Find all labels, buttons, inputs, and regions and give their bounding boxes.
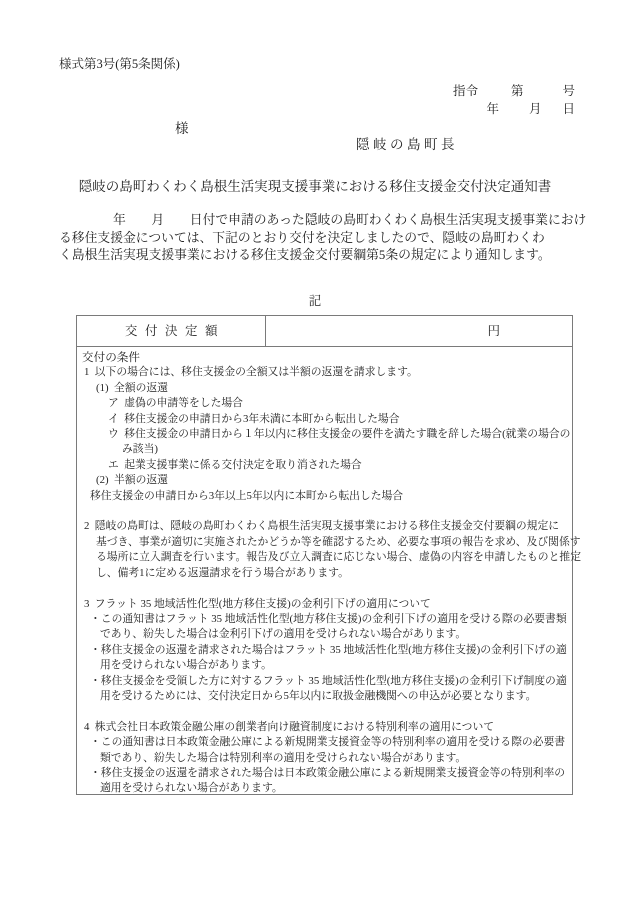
amount-row [77, 316, 572, 347]
condition-line: 3 フラット 35 地域活性化型(地方移住支援)の金利引下げの適用について [84, 597, 431, 610]
blank-line [82, 581, 567, 596]
notification-body-line: る移住支援金については、下記のとおり交付を決定しましたので、隠岐の島町わくわ [59, 230, 545, 245]
document-title: 隠岐の島町わくわく島根生活実現支援事業における移住支援金交付決定通知書 [78, 179, 552, 194]
condition-line: 移住支援金の申請日から3年以上5年以内に本町から転出した場合 [90, 489, 404, 502]
condition-line: 基づき、事業が適切に実施されたかどうか等を確認するため、必要な事項の報告を求め、及び関係す [96, 535, 581, 548]
ki-label: 記 [308, 294, 322, 308]
condition-line: ・この通知書は日本政策金融公庫による新規開業支援資金等の特別利率の適用を受ける際の必要書 [90, 736, 566, 749]
date-year-label: 年 [486, 102, 499, 116]
condition-line: し、備考1に定める返還請求を行う場合があります。 [96, 566, 349, 579]
notification-body-line: 年 月 日付で申請のあった隠岐の島町わくわく島根生活実現支援事業におけ [113, 213, 587, 227]
condition-line: であり、紛失した場合は金利引下げの適用を受けられない場合があります。 [100, 628, 467, 641]
condition-line: 用を受けられない場合があります。 [100, 659, 272, 672]
amount-label-cell: 交付決定額 [77, 316, 266, 346]
amount-value-cell [266, 316, 572, 346]
conditions-cell [77, 347, 581, 797]
condition-line: 類であり、紛失した場合は特別利率の適用を受けられない場合があります。 [100, 751, 467, 764]
condition-line: ア 虚偽の申請等をした場合 [108, 397, 243, 410]
notification-body [59, 212, 587, 265]
notification-body-line: く島根生活実現支援事業における移住支援金交付要綱第5条の規定により通知します。 [59, 248, 551, 262]
addressee-honorific: 様 [175, 121, 189, 136]
condition-line: エ 起業支援事業に係る交付決定を取り消された場合 [108, 458, 362, 471]
date-month-label: 月 [528, 102, 542, 116]
condition-line: 適用を受けられない場合があります。 [100, 782, 283, 795]
conditions-lines [82, 365, 581, 796]
condition-line: イ 移住支援金の申請日から3年未満に本町から転出した場合 [108, 412, 400, 425]
condition-line: 4 株式会社日本政策金融公庫の創業者向け融資制度における特別利率の適用について [84, 720, 495, 733]
blank-line [82, 504, 567, 519]
directive-suffix: 号 [562, 84, 575, 98]
condition-line: (2) 半額の返還 [96, 474, 168, 487]
grant-decision-table [76, 315, 581, 795]
condition-line: ・移住支援金の返還を請求された場合は日本政策金融公庫による新規開業支援資金等の特別利率の [90, 766, 566, 779]
condition-line: 2 隠岐の島町は、隠岐の島町わくわく島根生活実現支援事業における移住支援金交付要綱の規定に [84, 520, 560, 533]
date-line [486, 99, 575, 117]
amount-unit-label: 円 [487, 324, 500, 338]
form-number: 様式第3号(第5条関係) [59, 57, 180, 71]
blank-line [82, 704, 567, 719]
condition-line: る場所に立入調査を行います。報告及び立入調査に応じない場合、虚偽の内容を申請したものと推定 [96, 551, 581, 564]
directive-counter: 第 [510, 84, 524, 98]
condition-line: ・移住支援金を受領した方に対するフラット 35 地域活性化型(地方移住支援)の金利引下げ制度の適 [90, 674, 567, 687]
condition-line: (1) 全額の返還 [96, 381, 168, 394]
condition-line: 用を受けるためには、交付決定日から5年以内に取扱金融機関への申込が必要となります。 [100, 689, 537, 702]
condition-line: ・移住支援金の返還を請求された場合はフラット 35 地域活性化型(地方移住支援)の金利引下げの適 [90, 643, 567, 656]
directive-word: 指令 [452, 84, 478, 98]
condition-line: ウ 移住支援金の申請日から１年以内に移住支援金の要件を満たす職を辞した場合(就業の場合の [108, 428, 571, 441]
condition-line: み該当) [122, 443, 158, 456]
sender-name: 隠岐の島町長 [356, 137, 458, 152]
conditions-heading: 交付の条件 [82, 351, 140, 364]
condition-line: 1 以下の場合には、移住支援金の全額又は半額の返還を請求します。 [84, 366, 418, 379]
condition-line: ・この通知書はフラット 35 地域活性化型(地方移住支援)の金利引下げの適用を受ける際の必要書類 [90, 612, 567, 625]
directive-number-line [453, 81, 575, 99]
date-day-label: 日 [562, 102, 575, 116]
